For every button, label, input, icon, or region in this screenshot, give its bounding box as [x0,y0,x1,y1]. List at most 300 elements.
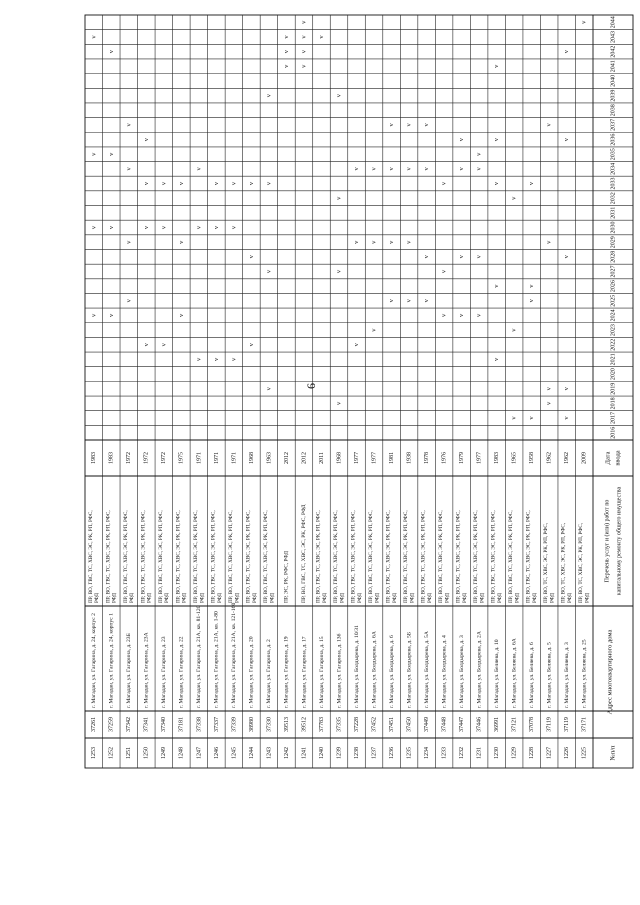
cell-commission-year: 1977 [476,452,483,464]
cell-works: ПР, ВО, ГВС, ТС, ХВС, ЭС, РК, РП, РФС, [175,510,182,603]
cell-number: 1253 [91,747,98,759]
cell-works: ПР, ВО, ГВС, ТС, ХВС, ЭС, РК, РП, РФС, [105,510,112,603]
cell-code: 37119 [546,717,553,732]
header-works: Перечень услуг и (или) работ по [604,499,611,583]
cell-commission-year: 1971 [231,452,238,464]
check-mark: v [475,313,483,318]
check-mark: v [107,49,115,54]
cell-works: РФД [234,593,241,603]
check-mark: v [388,240,396,244]
cell-code: 37340 [161,717,168,732]
check-mark: v [458,137,466,142]
check-mark: v [142,225,150,230]
cell-number: 1247 [196,747,203,759]
cell-address: г. Магадан, ул. Болдырева, д. 6А [371,631,378,708]
cell-code: 37452 [371,717,378,732]
check-mark: v [352,343,360,347]
check-mark: v [423,299,431,303]
cell-commission-year: 1963 [266,452,273,464]
cell-commission-year: 1971 [213,452,220,464]
check-mark: v [545,240,553,244]
check-mark: v [370,240,378,244]
cell-number: 1250 [143,747,150,759]
check-mark: v [563,255,571,259]
header-year: 2017 [610,412,617,424]
check-mark: v [388,123,396,127]
header-year: 2021 [610,353,617,366]
cell-code: 37338 [196,717,203,732]
cell-number: 1232 [458,747,465,759]
cell-works: РФД [251,593,258,603]
cell-number: 1229 [511,747,518,759]
cell-address: г. Магадан, ул. Гагарина, д. 21А, кв. 81-120 [196,605,203,708]
check-mark: v [510,416,518,420]
cell-works: РФД [409,593,416,603]
check-mark: v [545,401,553,406]
cell-address: г. Магадан, ул. Беляева, д. 6 [528,642,535,708]
check-mark: v [458,255,466,259]
check-mark: v [282,35,290,39]
cell-works: РФД [199,593,206,603]
cell-commission-year: 1958 [529,452,536,464]
header-year: 2029 [610,236,617,249]
check-mark: v [265,387,273,391]
check-mark: v [493,64,501,68]
cell-code: 37449 [423,717,430,732]
cell-code: 37341 [143,717,150,732]
cell-works: ПР, ВО, ГВС, ТС, ХВС, ЭС, РК, РП, РФС, [508,510,515,603]
cell-code: 37228 [353,717,360,732]
check-mark: v [195,167,203,171]
check-mark: v [388,299,396,303]
cell-works: ПР, ВО, ГВС, ТС, ХВС, ЭС, РК, РП, РФС, [87,510,94,603]
cell-works: РФД [129,593,136,603]
cell-works: ПР, ВО, ГВС, ТС, ХВС, ЭС, РК, РП, РФС, [385,510,392,603]
cell-number: 1252 [108,747,115,759]
cell-works: ПР, ВО, ГВС, ТС, ХВС, ЭС, РК, РП, РФС, [227,510,234,603]
cell-commission-year: 2012 [283,452,290,464]
cell-works: РФД [94,593,101,603]
cell-commission-year: 1962 [546,452,553,464]
cell-address: г. Магадан, ул. Болдырева, д. 3 [458,635,465,708]
cell-address: г. Магадан, ул. Гагарина, д. 23Б [126,633,133,708]
check-mark: v [107,225,115,230]
check-mark: v [247,343,255,347]
check-mark: v [212,181,220,186]
cell-code: 37335 [336,717,343,732]
check-mark: v [90,35,98,39]
check-mark: v [370,167,378,171]
cell-number: 1236 [388,747,395,759]
check-mark: v [177,313,185,318]
check-mark: v [458,167,466,171]
check-mark: v [423,167,431,171]
check-mark: v [423,255,431,259]
cell-code: 37259 [108,717,115,732]
check-mark: v [90,313,98,318]
cell-number: 1235 [406,747,413,759]
check-mark: v [545,123,553,127]
cell-works: РФД [567,593,574,603]
header-year: 2025 [610,294,617,307]
cell-works: РФД [514,593,521,603]
cell-works: РФД [549,593,556,603]
check-mark: v [212,225,220,230]
check-mark: v [300,49,308,54]
check-mark: v [423,123,431,127]
check-mark: v [563,49,571,54]
cell-works: РФД [374,593,381,603]
cell-commission-year: 1968 [248,452,255,464]
check-mark: v [335,196,343,200]
check-mark: v [160,343,168,347]
cell-address: г. Магадан, ул. Гагарина, д. 24, корпус 2 [91,613,98,708]
check-mark: v [142,343,150,347]
check-mark: v [247,181,255,186]
check-mark: v [493,357,501,362]
cell-address: г. Магадан, ул. Болдырева, д. 5А [423,631,430,708]
cell-code: 37447 [458,717,465,732]
cell-works: ПР, ВО, ГВС, ТС, ХВС, ЭС, РК, РП, РФС, [525,510,532,603]
cell-address: г. Магадан, ул. Гагарина, д. 19 [283,636,290,708]
header-year: 2035 [610,148,617,161]
cell-number: 1246 [213,747,220,759]
cell-number: 1230 [494,747,501,759]
header-year: 2016 [610,426,617,439]
cell-commission-year: 1983 [91,452,98,464]
header-year: 2039 [610,89,617,102]
header-year: 2023 [610,324,617,337]
cell-works: ПР, ВО, ГВС, ТС, ХВС, ЭС, РК, РФС, РФД [301,504,308,603]
header-year: 2033 [610,177,617,190]
cell-works: РФД [426,593,433,603]
cell-commission-year: 1972 [126,452,133,464]
check-mark: v [352,167,360,171]
check-mark: v [440,269,448,274]
check-mark: v [475,167,483,171]
cell-number: 1248 [178,747,185,759]
cell-works: ПР, ЭС, РК, РФС, РФД [283,551,290,603]
check-mark: v [352,240,360,244]
cell-commission-year: 1938 [406,452,413,464]
check-mark: v [265,181,273,186]
check-mark: v [528,416,536,420]
cell-address: г. Магадан, ул. Гагарина, д. 15 [318,636,325,708]
cell-works: РФД [356,593,363,603]
cell-commission-year: 2011 [318,452,325,464]
check-mark: v [335,93,343,98]
cell-code: 37342 [126,717,133,732]
cell-code: 37339 [231,717,238,732]
cell-works: ПР, ВО, ГВС, ТС, ХВС, ЭС, РК, РП, РФС, [262,510,269,603]
check-mark: v [545,387,553,391]
cell-number: 1245 [231,747,238,759]
check-mark: v [300,35,308,39]
cell-commission-year: 1976 [441,452,448,464]
check-mark: v [405,240,413,244]
cell-commission-year: 1975 [178,452,185,464]
cell-number: 1242 [283,747,290,759]
cell-code: 37119 [564,717,571,732]
cell-works: ПР, ВО, ГВС, ТС, ХВС, ЭС, РК, РП, РФС, [403,510,410,603]
header-year: 2020 [610,368,617,381]
check-mark: v [125,299,133,303]
cell-commission-year: 1972 [161,452,168,464]
check-mark: v [493,284,501,288]
header-year: 2026 [610,280,617,293]
cell-address: г. Магадан, ул. Гагарина, д. 22 [178,636,185,708]
cell-works: РФД [391,593,398,603]
cell-works: ПР, ВО, ГВС, ТС, ХВС, ЭС, РК, РП, РФС, [455,510,462,603]
cell-commission-year: 1979 [458,452,465,464]
cell-address: г. Магадан, ул. Беляева, д. 5 [546,642,553,708]
header-year: 2019 [610,382,617,395]
check-mark: v [90,225,98,230]
header-address: Адрес многоквартирного дома [606,629,614,715]
cell-address: г. Магадан, ул. Гагарина, д. 2 [266,639,273,708]
cell-number: 1241 [301,747,308,759]
cell-works: ПР, ВО, ГВС, ТС, ХВС, ЭС, РК, РП, РФС, [210,510,217,603]
cell-works: РФД [444,593,451,603]
cell-address: г. Магадан, ул. Гагарина, д. 21А, кв. 1-80 [213,611,220,708]
cell-works: ПР, ВО, ГВС, ТС, ХВС, ЭС, РК, РП, РФС, [122,510,129,603]
cell-code: 39513 [283,717,290,732]
check-mark: v [458,313,466,318]
check-mark: v [230,181,238,186]
cell-number: 1233 [441,747,448,759]
cell-address: г. Магадан, ул. Беляева, д. 6А [511,638,518,708]
check-mark: v [125,123,133,127]
cell-commission-year: 1983 [108,452,115,464]
cell-code: 37330 [266,717,273,732]
header-commission-date: ввода [614,450,622,466]
cell-works: ПР, ВО, ГВС, ТС, ХВС, ЭС, РК, РП, РФС, [245,510,252,603]
cell-works: РФД [584,593,591,603]
cell-works: ПР, ВО, ГВС, ТС, ХВС, ЭС, РК, РП, РФС, [315,510,322,603]
check-mark: v [125,167,133,171]
check-mark: v [493,137,501,142]
cell-works: ПР, ВО, ГВС, ТС, ХВС, ЭС, РК, РП, РФС, [157,510,164,603]
check-mark: v [563,387,571,391]
page-number: 6 [304,383,318,389]
check-mark: v [405,299,413,303]
check-mark: v [212,357,220,362]
cell-code: 37171 [581,717,588,732]
cell-address: г. Магадан, ул. Гагарина, д. 13б [336,633,343,708]
cell-address: г. Магадан, ул. Болдырева, д. 10/31 [353,625,360,708]
cell-commission-year: 1977 [353,452,360,464]
cell-commission-year: 1968 [336,452,343,464]
check-mark: v [370,328,378,332]
cell-code: 37783 [318,717,325,732]
check-mark: v [230,357,238,362]
cell-commission-year: 1977 [371,452,378,464]
header-year: 2027 [610,265,617,278]
check-mark: v [528,181,536,186]
cell-commission-year: 1978 [423,452,430,464]
check-mark: v [580,20,588,24]
cell-commission-year: 1965 [511,452,518,464]
cell-code: 37078 [529,717,536,732]
cell-works: РФД [479,593,486,603]
check-mark: v [160,225,168,230]
check-mark: v [388,167,396,171]
cell-number: 1251 [126,747,133,759]
check-mark: v [282,49,290,54]
check-mark: v [107,152,115,156]
check-mark: v [265,93,273,98]
header-year: 2032 [610,192,617,205]
cell-number: 1225 [581,747,588,759]
check-mark: v [440,181,448,186]
cell-works: РФД [269,593,276,603]
check-mark: v [160,181,168,186]
cell-code: 37181 [178,717,185,732]
cell-works: РФД [321,593,328,603]
cell-works: ПР, ВО, ГВС, ТС, ХВС, ЭС, РК, РП, РФС, [192,510,199,603]
cell-address: г. Магадан, ул. Гагарина, д. 17 [301,636,308,708]
cell-commission-year: 2009 [581,452,588,464]
check-mark: v [335,401,343,406]
cell-works: РФД [532,593,539,603]
header-year: 2031 [610,206,617,219]
cell-address: г. Магадан, ул. Гагарина, д. 20 [248,636,255,708]
cell-number: 1228 [529,747,536,759]
cell-number: 1240 [318,747,325,759]
cell-address: г. Магадан, ул. Гагарина, д. 23А [143,632,150,708]
cell-works: РФД [146,593,153,603]
cell-code: 37450 [406,717,413,732]
header-number: №п/п [609,745,617,761]
header-year: 2018 [610,397,617,410]
cell-number: 1239 [336,747,343,759]
cell-works: ПР, ВО, ГВС, ТС, ХВС, ЭС, РК, РП, РФС, [367,510,374,603]
cell-works: ПР, ВО, ГВС, ТС, ХВС, ЭС, РК, РП, РФС, [490,510,497,603]
check-mark: v [265,269,273,274]
check-mark: v [195,357,203,362]
cell-code: 37446 [476,717,483,732]
check-mark: v [510,328,518,332]
cell-address: г. Магадан, ул. Болдырева, д. 4 [441,635,448,708]
header-commission-date: Дата [604,451,612,465]
header-year: 2034 [610,162,617,175]
check-mark: v [405,123,413,127]
check-mark: v [528,299,536,303]
cell-number: 1237 [371,747,378,759]
cell-address: г. Магадан, ул. Болдырева, д. 6 [388,635,395,708]
cell-works: РФД [181,593,188,603]
check-mark: v [107,313,115,318]
header-year: 2042 [610,45,617,58]
header-year: 2043 [610,31,617,43]
cell-address: г. Магадан, ул. Гагарина, д. 24, корпус 1 [108,613,115,708]
cell-number: 1238 [353,747,360,759]
check-mark: v [125,240,133,244]
check-mark: v [563,416,571,420]
check-mark: v [300,64,308,68]
cell-address: г. Магадан, ул. Болдырева, д. 5Б [406,631,413,708]
header-year: 2022 [610,338,617,351]
cell-works: РФД [339,593,346,603]
check-mark: v [230,225,238,230]
cell-commission-year: 2012 [301,452,308,464]
check-mark: v [317,35,325,39]
cell-code: 37121 [511,717,518,732]
check-mark: v [195,225,203,230]
check-mark: v [405,167,413,171]
check-mark: v [90,152,98,156]
cell-number: 1243 [266,747,273,759]
cell-works: ПР, ВО, ГВС, ТС, ХВС, ЭС, РК, РП, РФС, [438,510,445,603]
capital-repair-schedule-table [85,15,633,768]
cell-address: г. Магадан, ул. Беляева, д. 10 [493,639,500,708]
cell-works: РФД [164,593,171,603]
cell-code: 37337 [213,717,220,732]
cell-code: 37448 [441,717,448,732]
header-year: 2024 [610,309,617,322]
header-year: 2040 [610,74,617,87]
cell-commission-year: 1971 [196,452,203,464]
check-mark: v [142,181,150,186]
header-year: 2028 [610,250,617,263]
check-mark: v [282,64,290,68]
cell-commission-year: 1972 [143,452,150,464]
header-year: 2044 [610,16,617,29]
check-mark: v [475,255,483,259]
cell-works: ПР, ВО, ТС, ХВС, ЭС, РК, РП, РФС, [560,522,567,603]
check-mark: v [335,269,343,274]
header-year: 2038 [610,104,617,117]
cell-code: 39512 [301,717,308,732]
check-mark: v [300,20,308,24]
header-year: 2041 [610,60,617,73]
cell-number: 1244 [248,747,255,759]
cell-address: г. Магадан, ул. Болдырева, д. 2А [476,631,483,708]
cell-commission-year: 1983 [494,452,501,464]
cell-number: 1249 [161,747,168,759]
header-year: 2030 [610,221,617,234]
cell-works: ПР, ВО, ТС, ХВС, ЭС, РК, РП, РФС, [543,522,550,603]
cell-commission-year: 1981 [388,452,395,464]
cell-works: ПР, ВО, ГВС, ТС, ХВС, ЭС, РК, РП, РФС, [140,510,147,603]
cell-works: РФД [497,593,504,603]
header-works: капитальному ремонту общего имущества [616,486,623,596]
cell-works: РФД [216,593,223,603]
cell-code: 37261 [91,717,98,732]
cell-address: г. Магадан, ул. Беляева, д. 25 [581,639,588,708]
cell-works: ПР, ВО, ГВС, ТС, ХВС, ЭС, РК, РП, РФС, [332,510,339,603]
cell-address: г. Магадан, ул. Беляева, д. 3 [563,642,570,708]
cell-number: 1227 [546,747,553,759]
check-mark: v [563,137,571,142]
check-mark: v [528,284,536,288]
check-mark: v [440,313,448,318]
cell-code: 37451 [388,717,395,732]
cell-code: 36991 [494,717,501,732]
check-mark: v [177,240,185,244]
header-year: 2037 [610,118,617,131]
check-mark: v [142,137,150,142]
cell-number: 1231 [476,747,483,759]
cell-works: РФД [111,593,118,603]
cell-number: 1226 [564,747,571,759]
check-mark: v [493,181,501,186]
check-mark: v [475,152,483,156]
check-mark: v [510,196,518,200]
cell-address: г. Магадан, ул. Гагарина, д. 21А, кв. 121-160 [231,602,238,708]
cell-works: ПР, ВО, ГВС, ТС, ХВС, ЭС, РК, РП, РФС, [350,510,357,603]
cell-works: РФД [461,593,468,603]
